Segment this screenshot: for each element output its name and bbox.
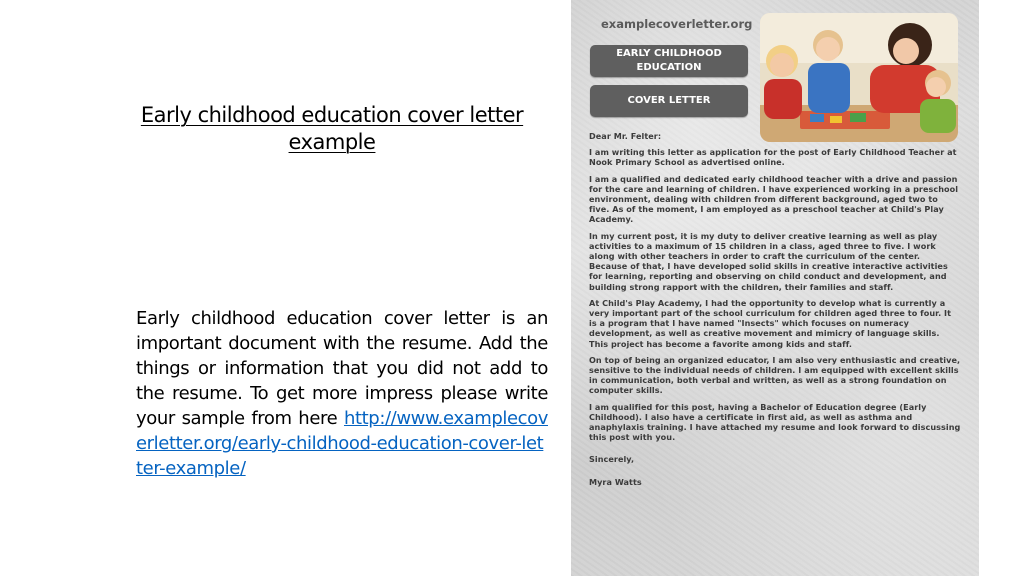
sample-link[interactable]: http://www.examplecoverletter.org/early-childhood-education-cover-letter-example/ — [136, 408, 548, 479]
cover-letter-image — [571, 0, 979, 576]
slide-body — [136, 306, 548, 481]
letter-paragraph-4: At Child's Play Academy, I had the opportunity to develop what is currently a very important part of the school curriculum for children aged three to four. It is a program that I have named "Insects" which focuses on numeracy development, as well as creative movement and mimicry of language skills. This project has become a favorite among kids and staff. — [589, 297, 952, 349]
salutation: Dear Mr. Felter: — [589, 131, 662, 141]
body-paragraph: Early childhood education cover letter is an important document with the resume. Add the things or information that you did not add to the resume. To get more impress please write your sample from here — [136, 308, 548, 429]
letter-paragraph-6: I am qualified for this post, having a Bachelor of Education degree (Early Childhood). I also have a certificate in first aid, as well as asthma and anaphylaxis training. I have attached my resume and look forward to discussing this post with you. — [589, 401, 961, 443]
badge-cover-letter: COVER LETTER — [590, 85, 748, 117]
letter-paragraph-2: I am a qualified and dedicated early childhood teacher with a drive and passion for the care and learning of children. I have experienced working in a preschool environment, dealing with children from different background, aged two to five. As of the moment, I am employed as a preschool teacher at Child's Play Academy. — [589, 173, 959, 225]
letter-paragraph-5: On top of being an organized educator, I am also very enthusiastic and creative, sensitive to the individual needs of children. I am equipped with excellent skills in communication, both verbal and written, as well as a strong foundation on computer skills. — [589, 354, 961, 396]
letter-body — [589, 131, 961, 493]
closing: Sincerely, — [589, 454, 635, 465]
signature: Myra Watts — [589, 476, 642, 487]
letter-paragraph-3: In my current post, it is my duty to deliver creative learning as well as play activities to a maximum of 15 children in a class, aged three to five. I work along with other teachers in order to craft the curriculum of the center. Because of that, I have developed solid skills in creative interactive activities for learning, reporting and observing on child conduct and development, and building strong rapport with the children, their families and staff. — [589, 230, 948, 292]
site-name: examplecoverletter.org — [601, 17, 753, 31]
badge-early-childhood: EARLY CHILDHOOD EDUCATION — [590, 45, 748, 77]
children-photo — [760, 13, 958, 142]
slide-title: Early childhood education cover letter example — [140, 103, 524, 154]
letter-paragraph-1: I am writing this letter as application for the post of Early Childhood Teacher at Nook Primary School as advertised online. — [589, 147, 957, 168]
